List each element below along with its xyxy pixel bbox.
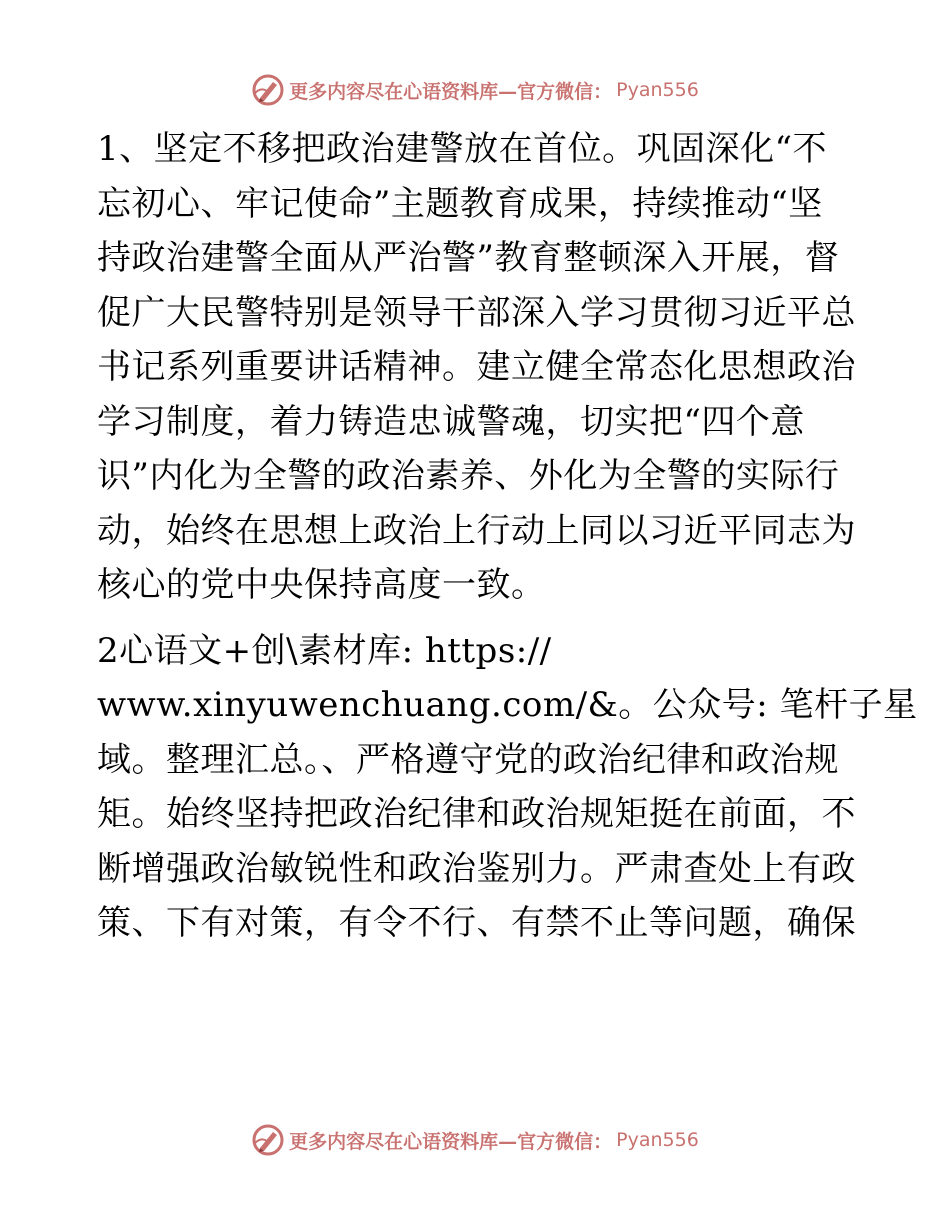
paragraph-2 [97,624,918,951]
text-line: 2心语文+创\素材库: https:// [97,630,552,671]
footer-banner-text: 更多内容尽在心语资料库—官方微信： [289,1130,613,1153]
header-wechat-id: Pyan556 [616,79,699,101]
text-line: 矩。始终坚持把政治纪律和政治规矩挺在前面，不 [97,794,856,834]
paragraph-1 [97,122,857,613]
pen-logo-icon [251,1123,285,1157]
document-body [97,122,918,951]
text-line: www.xinyuwenchuang.com/&。公众号: 笔杆子星 [97,685,918,725]
text-line: 动，始终在思想上政治上行动上同以习近平同志为 [97,510,856,551]
text-line: 域。整理汇总。、严格遵守党的政治纪律和政治规 [97,739,839,780]
text-line: 1、坚定不移把政治建警放在首位。巩固深化“不 [97,129,828,169]
text-line: 持政治建警全面从严治警”教育整顿深入开展，督 [97,238,840,278]
text-line: 断增强政治敏锐性和政治鉴别力。严肃查处上有政 [97,848,856,889]
text-line: 书记系列重要讲话精神。建立健全常态化思想政治 [97,347,856,387]
text-line: 学习制度，着力铸造忠诚警魂，切实把“四个意 [97,401,805,442]
text-line: 策、下有对策，有令不行、有禁不止等问题，确保 [97,903,856,943]
header-banner-text: 更多内容尽在心语资料库—官方微信： [289,80,613,103]
text-line: 识”内化为全警的政治素养、外化为全警的实际行 [97,456,840,496]
text-line: 核心的党中央保持高度一致。 [97,565,546,605]
header-banner [0,70,950,110]
text-line: 忘初心、牢记使命”主题教育成果，持续推动“坚 [97,183,823,224]
pen-logo-icon [251,73,285,107]
text-line: 促广大民警特别是领导干部深入学习贯彻习近平总 [97,292,856,333]
footer-wechat-id: Pyan556 [616,1129,699,1151]
footer-banner [0,1120,950,1160]
paragraph-gap [97,613,857,624]
